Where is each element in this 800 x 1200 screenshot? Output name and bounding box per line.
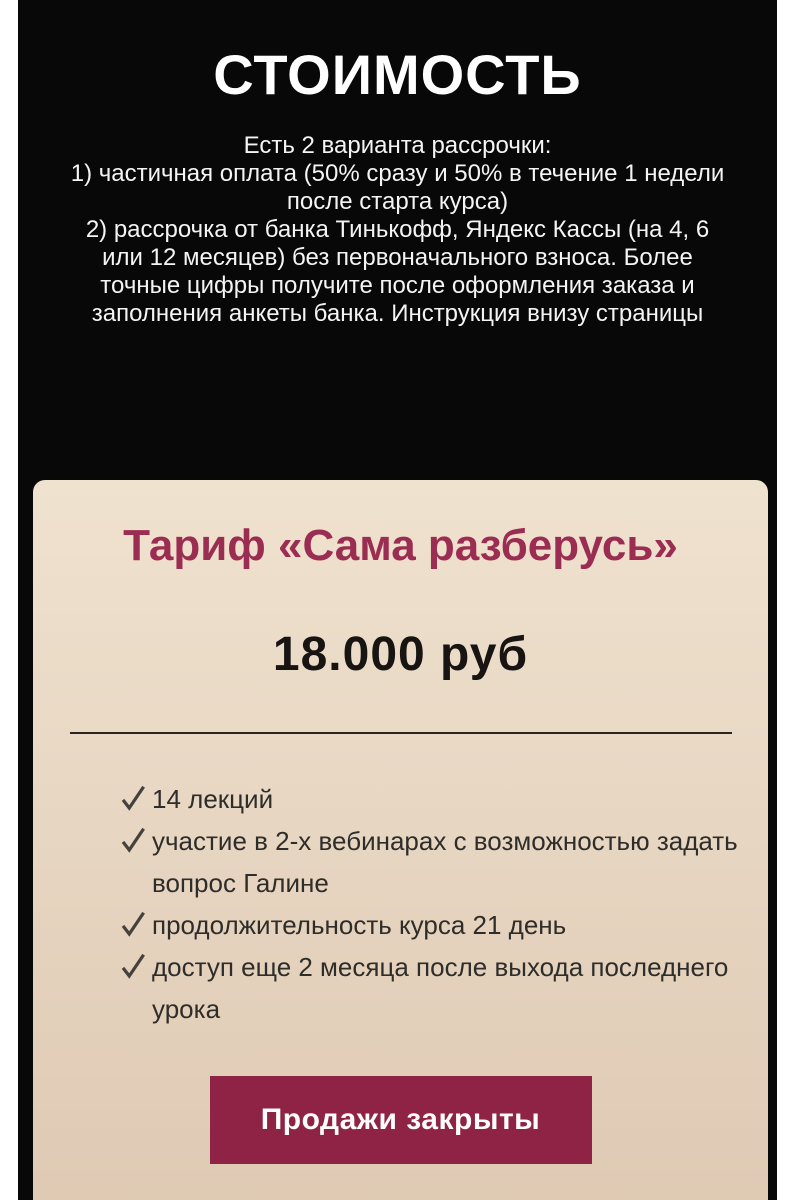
installment-info bbox=[18, 132, 777, 328]
section-title: СТОИМОСТЬ bbox=[213, 43, 582, 106]
intro-line: или 12 месяцев) без первоначального взноса. Более bbox=[102, 244, 693, 271]
feature-text: 14 лекций bbox=[152, 784, 274, 814]
tariff-card bbox=[33, 480, 768, 1200]
tariff-price: 18.000 руб bbox=[272, 628, 529, 681]
pricing-section bbox=[18, 0, 777, 1200]
check-icon bbox=[118, 904, 152, 939]
intro-line: 2) рассрочка от банка Тинькофф, Яндекс Кассы (на 4, 6 bbox=[85, 216, 710, 243]
tariff-title: Тариф «Сама разберусь» bbox=[123, 521, 678, 570]
intro-line: точные цифры получите после оформления заказа и bbox=[100, 272, 695, 299]
feature-text: доступ еще 2 месяца после выхода последнего урока bbox=[152, 952, 729, 1024]
feature-text: продолжительность курса 21 день bbox=[152, 910, 567, 940]
intro-line: Есть 2 варианта рассрочки: bbox=[243, 132, 552, 159]
feature-list bbox=[118, 778, 748, 1030]
feature-item bbox=[118, 820, 748, 904]
intro-line: заполнения анкеты банка. Инструкция внизу страницы bbox=[91, 300, 704, 327]
divider bbox=[70, 732, 732, 734]
intro-line: 1) частичная оплата (50% сразу и 50% в течение 1 недели bbox=[70, 160, 725, 187]
feature-item bbox=[118, 778, 748, 820]
intro-line: после старта курса) bbox=[286, 188, 509, 215]
check-icon bbox=[118, 946, 152, 981]
sales-closed-button[interactable]: Продажи закрыты bbox=[210, 1076, 592, 1164]
feature-item bbox=[118, 904, 748, 946]
feature-text: участие в 2-х вебинарах с возможностью задать вопрос Галине bbox=[152, 826, 738, 898]
check-icon bbox=[118, 820, 152, 855]
check-icon bbox=[118, 778, 152, 813]
feature-item bbox=[118, 946, 748, 1030]
